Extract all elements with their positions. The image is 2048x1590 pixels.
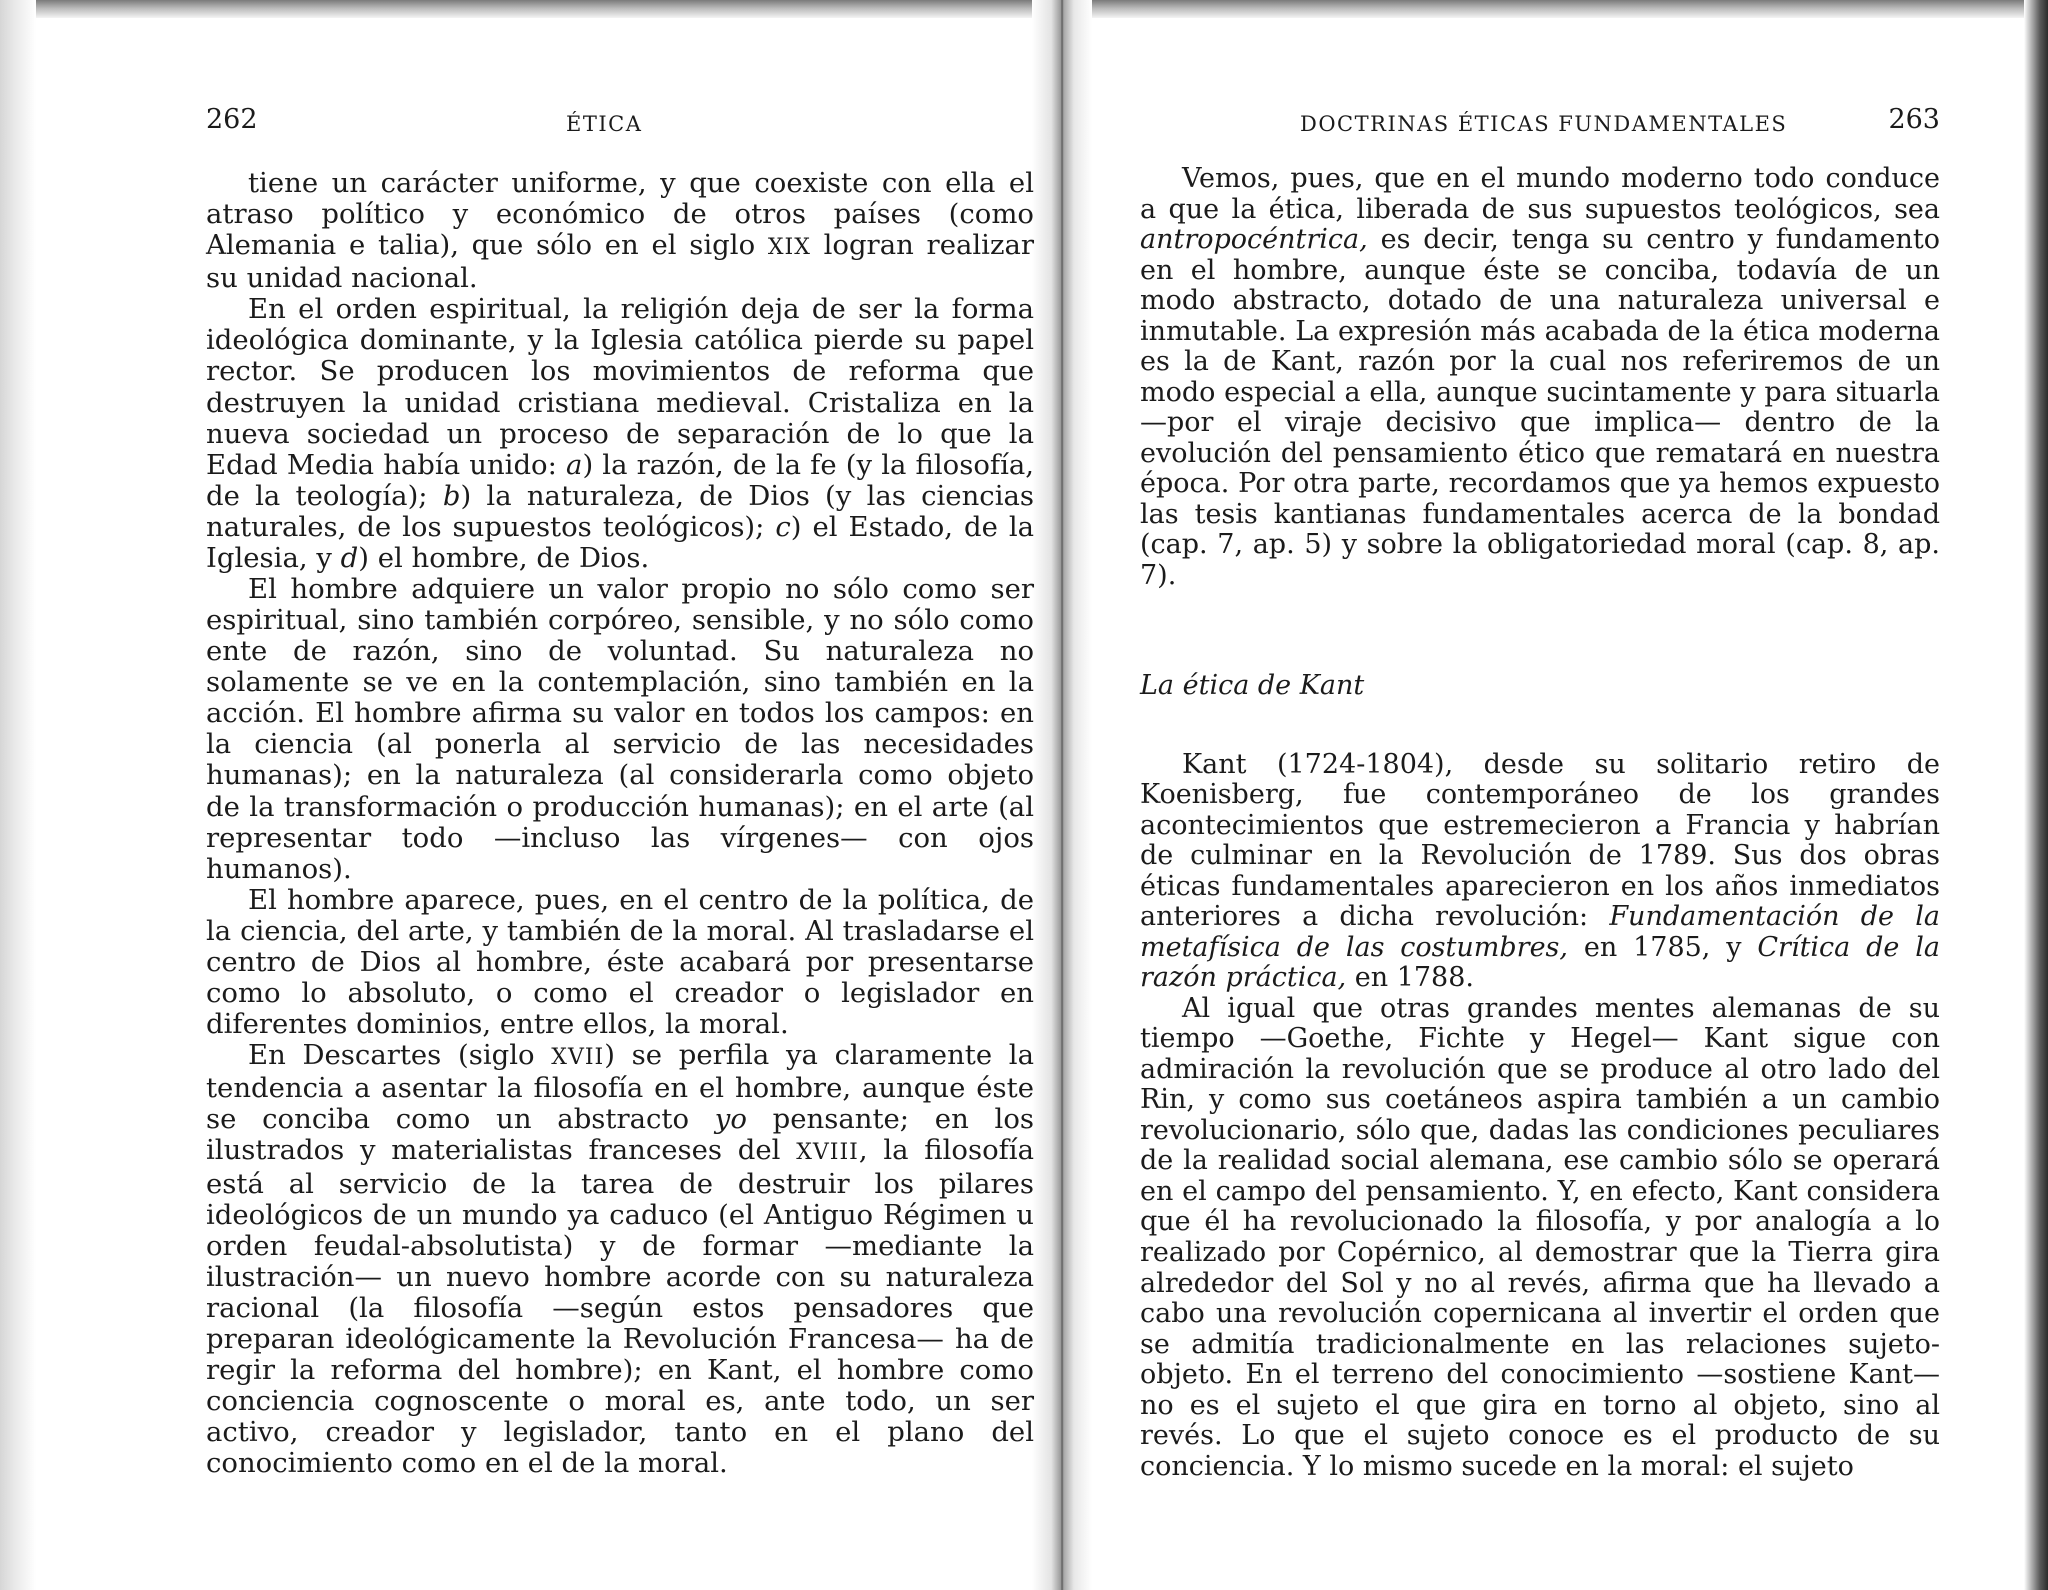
running-title: ÉTICA xyxy=(566,112,643,136)
paragraph: En el orden espiritual, la religión deja de ser la forma ideológica dominante, y la Iglesia católica pierde su papel rector. Se producen los movimientos de reforma que destruyen la unidad cristiana medieval. Cristaliza en la nueva sociedad un proceso de separación de lo que la Edad Media había unido: a) la razón, de la fe (y la filosofía, de la teología); b) la naturaleza, de Dios (y las ciencias naturales, de los supuestos teológicos); c) el Estado, de la Iglesia, y d) el hombre, de Dios. xyxy=(206,293,1035,574)
paragraph: El hombre adquiere un valor propio no sólo como ser espiritual, sino también corpóreo, sensible, y no sólo como ente de razón, sino de voluntad. Su naturaleza no solamente se ve en la contemplación, sino también en la acción. El hombre afirma su valor en todos los campos: en la ciencia (al ponerla al servicio de las necesidades humanas); en la naturaleza (al considerarla como objeto de la transformación o producción humanas); en el arte (al representar todo —incluso las vírgenes— con ojos humanos). xyxy=(206,573,1034,885)
book-gutter xyxy=(1032,0,1092,1590)
left-page xyxy=(60,0,1035,1590)
paragraph: Kant (1724-1804), desde su solitario retiro de Koenisberg, fue contemporáneo de los grandes acontecimientos que estremecieron a Francia y habrían de culminar en la Revolución de 1789. Sus dos obras éticas fundamentales aparecieron en los años inmediatos anteriores a dicha revolución: Fundamentación de la metafísica de las costumbres, en 1785, y Crítica de la razón práctica, en 1788. xyxy=(1140,748,1940,994)
left-body-text xyxy=(206,168,1034,1479)
paragraph: tiene un carácter uniforme, y que coexiste con ella el atraso político y económico de otros países (como Alemania e talia), que sólo en el siglo XIX logran realizar su unidad nacional. xyxy=(206,167,1034,295)
paragraph: En Descartes (siglo XVII) se perfila ya claramente la tendencia a asentar la filosofía en el hombre, aunque éste se conciba como un abstracto yo pensante; en los ilustrados y materialistas franceses del XVIII, la filosofía está al servicio de la tarea de destruir los pilares ideológicos de un mundo ya caduco (el Antiguo Régimen u orden feudal-absolutista) y de formar —mediante la ilustración— un nuevo hombre acorde con su naturaleza racional (la filosofía —según estos pensadores que preparan ideológicamente la Revolución Francesa— ha de regir la reforma del hombre); en Kant, el hombre como conciencia cognoscente o moral es, ante todo, un ser activo, creador y legislador, tanto en el plano del conocimiento como en el de la moral. xyxy=(206,1039,1035,1480)
paragraph: Al igual que otras grandes mentes alemanas de su tiempo —Goethe, Fichte y Hegel— Kant sigue con admiración la revolución que se produce al otro lado del Rin, y como sus coetáneos aspira también a un cambio revolucionario, sólo que, dadas las condiciones peculiares de la realidad social alemana, ese cambio sólo se operará en el campo del pensamiento. Y, en efecto, Kant considera que él ha revolucionado la filosofía, y por analogía a lo realizado por Copérnico, al demostrar que la Tierra gira alrededor del Sol y no al revés, afirma que ha llevado a cabo una revolución copernicana al invertir el orden que se admitía tradicionalmente en las relaciones sujeto-objeto. En el terreno del conocimiento —sostiene Kant— no es el sujeto el que gira en torno al objeto, sino al revés. Lo que el sujeto conoce es el producto de su conciencia. Y lo mismo sucede en la moral: el sujeto xyxy=(1140,992,1940,1482)
page-number: 262 xyxy=(206,104,258,135)
section-heading: La ética de Kant xyxy=(1140,670,1365,702)
paragraph: El hombre aparece, pues, en el centro de la política, de la ciencia, del arte, y también de la moral. Al trasladarse el centro de Dios al hombre, éste acabará por presentarse como lo absoluto, o como el creador o legislador en diferentes dominios, entre ellos, la moral. xyxy=(206,883,1034,1041)
right-page xyxy=(1100,0,2000,1590)
running-title: DOCTRINAS ÉTICAS FUNDAMENTALES xyxy=(1300,112,1788,136)
scan-edge-left xyxy=(0,0,36,1590)
right-body-text xyxy=(1140,164,1940,1482)
page-number: 263 xyxy=(1888,104,1940,135)
left-running-head xyxy=(206,104,1034,144)
scan-edge-right xyxy=(2024,0,2048,1590)
paragraph: Vemos, pues, que en el mundo moderno todo conduce a que la ética, liberada de sus supuestos teológicos, sea antropocéntrica, es decir, tenga su centro y fundamento en el hombre, aunque éste se conciba, todavía de un modo abstracto, dotado de una naturaleza universal e inmutable. La expresión más acabada de la ética moderna es la de Kant, razón por la cual nos referiremos de un modo especial a ella, aunque sucintamente y para situarla —por el viraje decisivo que implica— dentro de la evolución del pensamiento ético que rematará en nuestra época. Por otra parte, recordamos que ya hemos expuesto las tesis kantianas fundamentales acerca de la bondad (cap. 7, ap. 5) y sobre la obligatoriedad moral (cap. 8, ap. 7). xyxy=(1140,163,1940,591)
right-running-head xyxy=(1140,104,1940,144)
